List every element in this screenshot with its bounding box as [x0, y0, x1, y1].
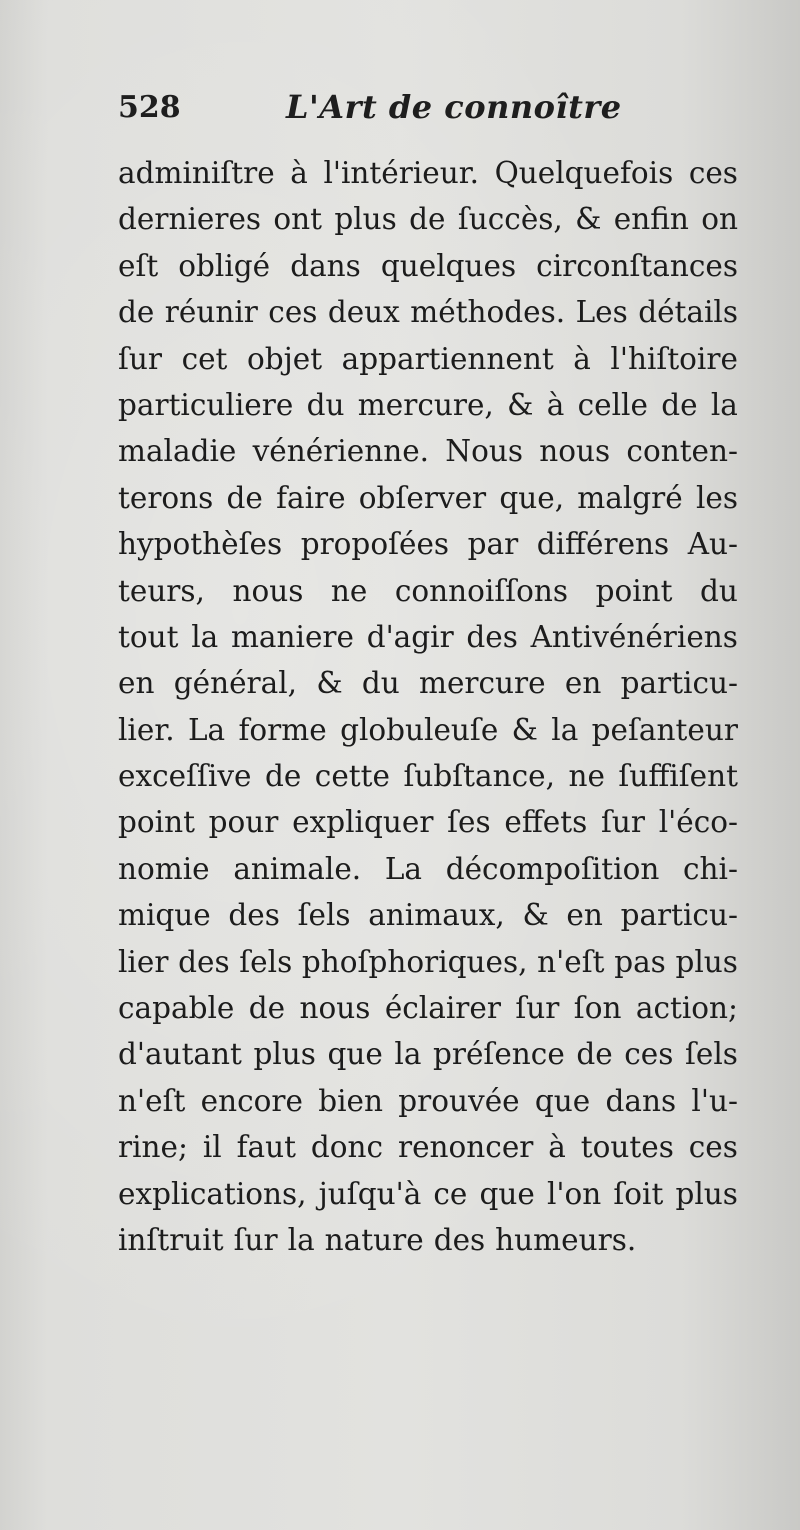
word: n'eſt [118, 1083, 186, 1118]
word: la [191, 619, 219, 654]
word: par [467, 527, 519, 562]
text-line [118, 939, 738, 985]
word: des [228, 898, 280, 933]
word: que [534, 1083, 591, 1118]
text-line [118, 1124, 738, 1170]
word: ſoit [613, 1176, 664, 1211]
text-line [118, 1217, 738, 1263]
word: bien [318, 1083, 383, 1118]
word: deux [327, 295, 400, 330]
word: d'autant [118, 1037, 242, 1072]
word: que [479, 1176, 535, 1211]
word: d'agir [366, 619, 454, 654]
word: animaux, [368, 898, 505, 933]
word: l'intérieur. [323, 156, 479, 190]
word: général, [173, 666, 298, 701]
word: ces [688, 156, 738, 190]
word: en [118, 666, 155, 701]
word: ſels [684, 1037, 738, 1072]
word: prouvée [398, 1083, 520, 1118]
word: mercure, [357, 387, 494, 422]
word: la [394, 1037, 422, 1072]
text-line [118, 196, 738, 242]
page-number: 528 [118, 90, 181, 125]
text-line [118, 1031, 738, 1077]
word: dans [605, 1083, 677, 1118]
word: animale. [233, 851, 362, 886]
text-line [118, 382, 738, 428]
text-line [118, 428, 738, 474]
word: Quelquefois [494, 156, 674, 190]
word: cette [314, 759, 390, 794]
word: & [507, 387, 534, 422]
word: ſur [600, 805, 645, 840]
word: forme [238, 712, 327, 747]
word: objet [246, 341, 323, 376]
word: méthodes. [410, 295, 566, 330]
word: détails [638, 295, 738, 330]
word: de [576, 1037, 613, 1072]
page-header [118, 88, 738, 132]
word: appartiennent [341, 341, 554, 376]
word: des [466, 619, 518, 654]
word: point [595, 573, 673, 608]
word: éclairer [384, 991, 501, 1026]
word: à [573, 341, 591, 376]
word: ne [330, 573, 368, 608]
word: préſence [432, 1037, 565, 1072]
word: de [661, 387, 698, 422]
text-line [118, 521, 738, 567]
word: & [316, 666, 343, 701]
word: que [327, 1037, 383, 1072]
word: obſerver [358, 480, 487, 515]
word: nomie [118, 851, 210, 886]
word: quelques [380, 248, 517, 283]
word: ſur [233, 1222, 278, 1257]
word: eſt [118, 248, 159, 283]
word: des [433, 1222, 486, 1257]
word: l'éco- [658, 805, 738, 840]
word: capable [118, 991, 235, 1026]
word: du [306, 387, 345, 422]
word: action; [635, 991, 738, 1026]
word: La [187, 712, 226, 747]
word: ne [568, 759, 605, 794]
word: encore [200, 1083, 303, 1118]
word: particuliere [118, 387, 294, 422]
word: ſur [118, 341, 163, 376]
word: obligé [178, 248, 271, 283]
word: effets [504, 805, 588, 840]
word: terons [118, 480, 214, 515]
text-line [118, 475, 738, 521]
text-line [118, 660, 738, 706]
word: Au- [687, 527, 738, 562]
word: Nous [445, 434, 524, 469]
word: toutes [580, 1130, 674, 1165]
word: enfin [613, 202, 689, 237]
word: rine; [118, 1130, 188, 1165]
text-line [118, 150, 738, 196]
text-line [118, 336, 738, 382]
word: particu- [620, 898, 738, 933]
word: juſqu'à [318, 1176, 422, 1211]
word: ſels [297, 898, 351, 933]
word: faire [276, 480, 346, 515]
word: de [409, 202, 446, 237]
word: plus [675, 944, 738, 979]
word: point [118, 805, 195, 840]
word: mique [118, 898, 211, 933]
word: plus [334, 202, 397, 237]
word: nature [324, 1222, 424, 1257]
word: de [118, 295, 155, 330]
word: expliquer [292, 805, 434, 840]
word: des [178, 944, 230, 979]
text-line [118, 1171, 738, 1217]
word: réunir [164, 295, 258, 330]
word: ces [688, 1130, 738, 1165]
text-line [118, 892, 738, 938]
word: exceſſive [118, 759, 252, 794]
word: phoſphoriques, [301, 944, 528, 979]
word: ſuffiſent [618, 759, 738, 794]
word: nous [232, 573, 304, 608]
word: dans [290, 248, 361, 283]
word: on [701, 202, 738, 237]
word: & [575, 202, 602, 237]
word: les [695, 480, 738, 515]
word: en [566, 898, 603, 933]
text-line [118, 614, 738, 660]
word: teurs, [118, 573, 205, 608]
word: humeurs. [495, 1222, 637, 1257]
word: plus [253, 1037, 316, 1072]
word: maniere [230, 619, 354, 654]
word: La [384, 851, 423, 886]
text-line [118, 243, 738, 289]
word: l'hiſtoire [610, 341, 738, 376]
word: ce [433, 1176, 468, 1211]
word: nous [299, 991, 371, 1026]
word: la [287, 1222, 315, 1257]
word: ont [273, 202, 323, 237]
text-line [118, 799, 738, 845]
word: celle [577, 387, 648, 422]
word: la [551, 712, 579, 747]
word: dernieres [118, 202, 262, 237]
word: ſur [515, 991, 560, 1026]
word: circonſtances [536, 248, 738, 283]
word: de [248, 991, 286, 1026]
word: inſtruit [118, 1222, 224, 1257]
text-line [118, 568, 738, 614]
word: explications, [118, 1176, 307, 1211]
word: cet [181, 341, 228, 376]
word: lier. [118, 712, 175, 747]
word: chi- [683, 851, 738, 886]
text-line [118, 985, 738, 1031]
word: propoſées [300, 527, 450, 562]
text-line [118, 846, 738, 892]
word: nous [539, 434, 611, 469]
word: Les [575, 295, 628, 330]
word: la [710, 387, 738, 422]
word: en [564, 666, 602, 701]
word: il [202, 1130, 222, 1165]
word: lier [118, 944, 169, 979]
running-title: L'Art de connoître [286, 88, 622, 126]
word: décompoſition [445, 851, 660, 886]
word: différens [536, 527, 670, 562]
word: pour [208, 805, 279, 840]
word: hypothèſes [118, 527, 283, 562]
word: faut [236, 1130, 296, 1165]
text-line [118, 1078, 738, 1124]
word: pas [614, 944, 666, 979]
word: mercure [419, 666, 546, 701]
word: l'u- [691, 1083, 738, 1118]
body-text [118, 150, 738, 1263]
word: que, [499, 480, 565, 515]
word: donc [310, 1130, 384, 1165]
word: & [511, 712, 538, 747]
text-line [118, 289, 738, 335]
word: ces [268, 295, 318, 330]
word: conten- [626, 434, 738, 469]
word: à [548, 1130, 566, 1165]
word: connoiſſons [394, 573, 569, 608]
word: ces [624, 1037, 674, 1072]
word: à [546, 387, 565, 422]
word: plus [675, 1176, 738, 1211]
word: globuleuſe [340, 712, 499, 747]
word: ſuccès, [457, 202, 563, 237]
word: n'eſt [537, 944, 605, 979]
text-line [118, 753, 738, 799]
word: de [226, 480, 263, 515]
word: tout [118, 619, 179, 654]
word: adminiſtre [118, 156, 275, 190]
word: du [361, 666, 400, 701]
word: Antivénériens [530, 619, 738, 654]
word: maladie [118, 434, 237, 469]
word: & [522, 898, 549, 933]
word: malgré [577, 480, 683, 515]
word: renoncer [397, 1130, 534, 1165]
word: ſels [239, 944, 293, 979]
word: peſanteur [591, 712, 738, 747]
word: de [264, 759, 302, 794]
word: ſon [573, 991, 622, 1026]
word: à [290, 156, 308, 190]
word: du [700, 573, 738, 608]
word: ſubſtance, [403, 759, 555, 794]
word: l'on [546, 1176, 602, 1211]
word: ſes [447, 805, 491, 840]
text-line [118, 707, 738, 753]
word: particu- [620, 666, 738, 701]
word: vénérienne. [252, 434, 430, 469]
